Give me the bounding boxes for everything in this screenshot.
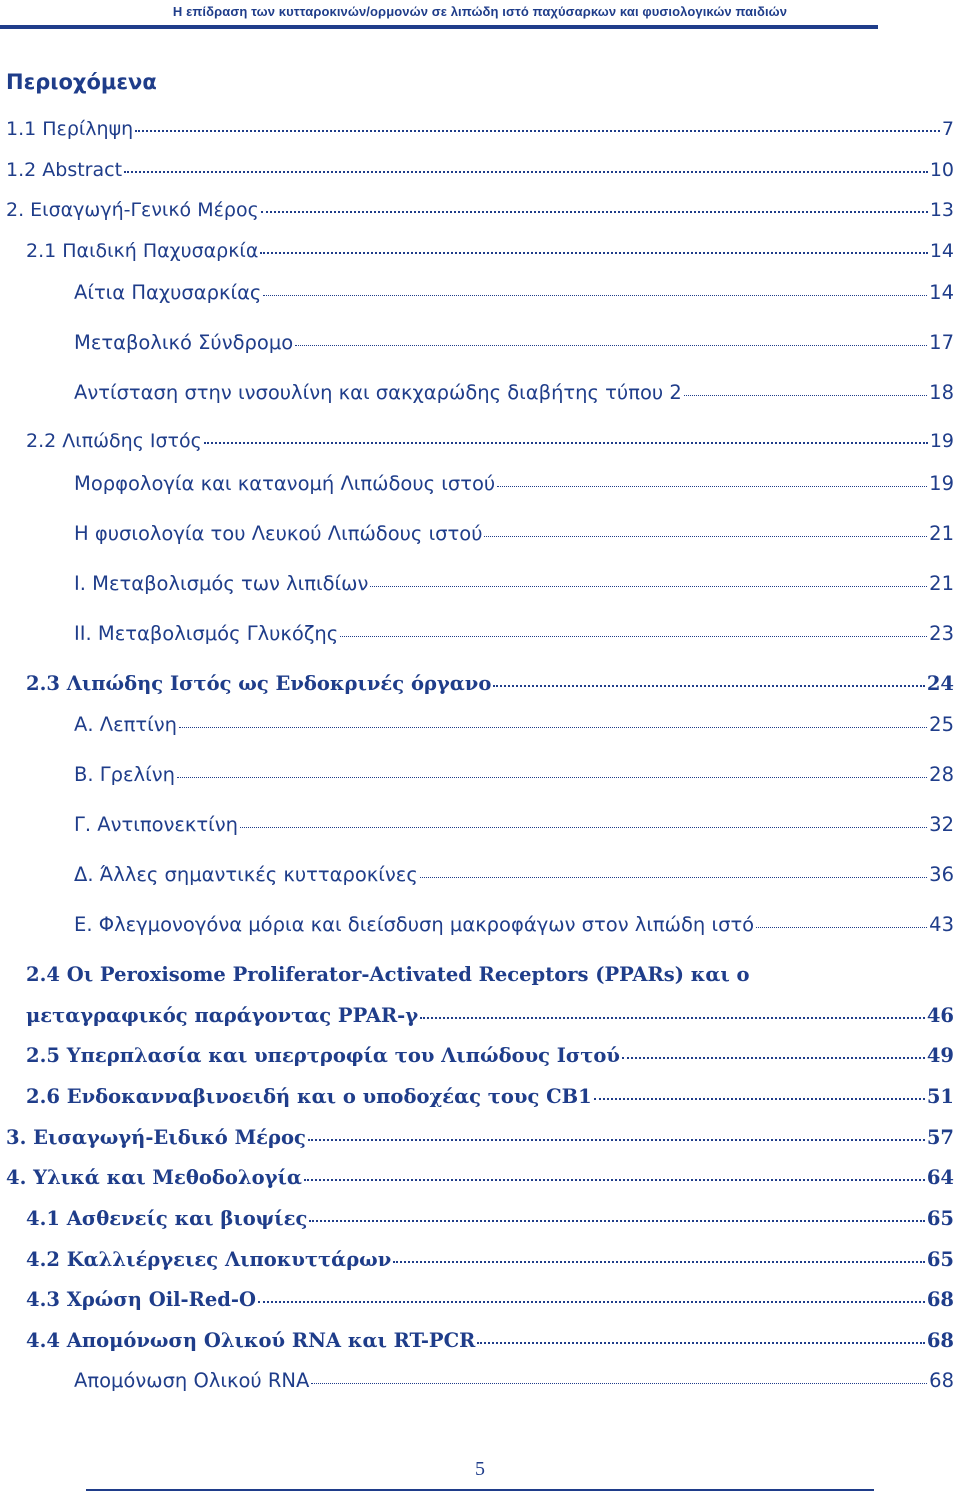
dot-leader	[263, 295, 927, 296]
toc-entry-page: 23	[929, 622, 954, 645]
toc-entry-page: 57	[926, 1126, 954, 1149]
header-rule	[0, 25, 878, 29]
toc-entry-label: Αντίσταση στην ινσουλίνη και σακχαρώδης διαβήτης τύπου 2	[74, 381, 682, 404]
dot-leader	[204, 442, 928, 444]
toc-entry-label: Αίτια Παχυσαρκίας	[74, 281, 262, 304]
toc-entry[interactable]	[74, 713, 954, 745]
toc-entry[interactable]	[26, 1207, 954, 1239]
dot-leader	[370, 586, 927, 587]
toc-entry-page: 46	[926, 1004, 954, 1027]
toc-entry[interactable]	[26, 1044, 954, 1076]
toc-entry[interactable]	[26, 1329, 954, 1361]
toc-entry-page: 19	[929, 472, 954, 495]
toc-entry-label: Η φυσιολογία του Λευκού Λιπώδους ιστού	[74, 522, 483, 545]
toc-entry-label: 1.2 Abstract	[6, 159, 123, 181]
toc-entry-page: 65	[926, 1248, 954, 1271]
toc-entry-label: μεταγραφικός παράγοντας PPAR-γ	[26, 1004, 419, 1027]
toc-entry-label: 2.1 Παιδική Παχυσαρκία	[26, 240, 259, 262]
toc-entry-page: 68	[926, 1288, 954, 1311]
dot-leader	[622, 1057, 925, 1059]
dot-leader	[261, 211, 928, 213]
toc-entry-page: 25	[929, 713, 954, 736]
toc-entry[interactable]	[74, 763, 954, 795]
dot-leader	[493, 685, 925, 687]
dot-leader	[420, 877, 927, 878]
toc-entry-page: 17	[929, 331, 954, 354]
toc-entry-label: Δ. Άλλες σημαντικές κυτταροκίνες	[74, 863, 418, 886]
dot-leader	[594, 1098, 925, 1100]
toc-entry-label: 4. Υλικά και Μεθοδολογία	[6, 1166, 302, 1189]
toc-entry-label: 2.2 Λιπώδης Ιστός	[26, 430, 202, 452]
toc-entry-label: 4.4 Απομόνωση Ολικού RNA και RT-PCR	[26, 1329, 476, 1352]
dot-leader	[177, 777, 927, 778]
dot-leader	[477, 1342, 925, 1344]
toc-entry-label: Απομόνωση Ολικού RNA	[74, 1369, 310, 1392]
toc-entry-page: 21	[929, 522, 954, 545]
toc-entry-label: 3. Εισαγωγή-Ειδικό Μέρος	[6, 1126, 306, 1149]
dot-leader	[311, 1383, 927, 1384]
dot-leader	[756, 927, 927, 928]
toc-entry[interactable]	[74, 863, 954, 895]
dot-leader	[420, 1017, 925, 1019]
dot-leader	[124, 171, 928, 173]
toc-entry[interactable]	[74, 913, 954, 945]
toc-entry-label-line1: 2.4 Οι Peroxisome Proliferator-Activated Receptors (PPARs) και ο	[26, 963, 750, 986]
toc-entry[interactable]	[6, 159, 954, 191]
toc-entry-page: 19	[929, 430, 954, 452]
toc-entry-label: ΙΙ. Μεταβολισμός Γλυκόζης	[74, 622, 339, 645]
toc-entry[interactable]	[26, 1004, 954, 1036]
toc-entry-label: 2.3 Λιπώδης Ιστός ως Ενδοκρινές όργανο	[26, 672, 492, 695]
toc-entry[interactable]	[26, 1288, 954, 1320]
dot-leader	[308, 1139, 925, 1141]
toc-entry[interactable]	[26, 430, 954, 462]
running-header: Η επίδραση των κυτταροκινών/ορμονών σε λιπώδη ιστό παχύσαρκων και φυσιολογικών παιδιών	[172, 4, 788, 19]
toc-entry[interactable]	[26, 240, 954, 272]
dot-leader	[260, 252, 927, 254]
toc-entry[interactable]	[74, 622, 954, 654]
dot-leader	[240, 827, 927, 828]
toc-entry[interactable]	[26, 672, 954, 704]
dot-leader	[179, 727, 927, 728]
toc-entry-page: 24	[926, 672, 954, 695]
dot-leader	[684, 395, 927, 396]
toc-entry[interactable]	[74, 281, 954, 313]
toc-entry-page: 18	[929, 381, 954, 404]
toc-entry-page: 14	[929, 240, 954, 262]
toc-entry-label: 2.6 Ενδοκανναβινοειδή και ο υποδοχέας τους CB1	[26, 1085, 592, 1108]
toc-entry-page: 49	[926, 1044, 954, 1067]
toc-entry[interactable]	[26, 1085, 954, 1117]
footer-rule	[86, 1489, 874, 1491]
toc-entry[interactable]	[6, 1166, 954, 1198]
toc-entry[interactable]	[74, 522, 954, 554]
dot-leader	[309, 1220, 925, 1222]
toc-entry-label: 2. Εισαγωγή-Γενικό Μέρος	[6, 199, 259, 221]
toc-entry-page: 51	[926, 1085, 954, 1108]
toc-entry-label: Ι. Μεταβολισμός των λιπιδίων	[74, 572, 369, 595]
dot-leader	[393, 1261, 925, 1263]
dot-leader	[340, 636, 927, 637]
toc-entry-label: Μορφολογία και κατανομή Λιπώδους ιστού	[74, 472, 496, 495]
dot-leader	[135, 130, 940, 132]
toc-entry-label: 1.1 Περίληψη	[6, 118, 134, 140]
toc-entry-page: 28	[929, 763, 954, 786]
toc-entry-label: 4.2 Καλλιέργειες Λιποκυττάρων	[26, 1248, 392, 1271]
dot-leader	[497, 486, 927, 487]
dot-leader	[258, 1301, 925, 1303]
toc-entry-page: 14	[929, 281, 954, 304]
toc-entry[interactable]	[6, 1126, 954, 1158]
toc-entry-page: 36	[929, 863, 954, 886]
toc-entry-page: 32	[929, 813, 954, 836]
dot-leader	[295, 345, 927, 346]
toc-entry[interactable]	[6, 199, 954, 231]
toc-entry-label: 2.5 Υπερπλασία και υπερτροφία του Λιπώδους Ιστού	[26, 1044, 620, 1067]
toc-entry[interactable]	[74, 472, 954, 504]
toc-entry-label: Μεταβολικό Σύνδρομο	[74, 331, 294, 354]
toc-entry[interactable]	[74, 813, 954, 845]
toc-entry[interactable]	[26, 1248, 954, 1280]
dot-leader	[304, 1179, 925, 1181]
toc-entry[interactable]	[6, 118, 954, 150]
toc-entry-label: Β. Γρελίνη	[74, 763, 175, 786]
toc-entry-page: 68	[926, 1329, 954, 1352]
toc-entry-page: 7	[941, 118, 954, 140]
toc-entry-label: Ε. Φλεγμονογόνα μόρια και διείσδυση μακροφάγων στον λιπώδη ιστό	[74, 913, 755, 936]
toc-entry[interactable]	[74, 1369, 954, 1401]
toc-entry-page: 21	[929, 572, 954, 595]
toc-entry-page: 43	[929, 913, 954, 936]
toc-title: Περιοχόμενα	[6, 70, 157, 94]
toc-entry-label: Γ. Αντιπονεκτίνη	[74, 813, 239, 836]
toc-entry-page: 13	[929, 199, 954, 221]
toc-entry-label: 4.3 Χρώση Oil-Red-O	[26, 1288, 256, 1311]
toc-entry[interactable]	[74, 572, 954, 604]
toc-entry-label: 4.1 Ασθενείς και βιοψίες	[26, 1207, 308, 1230]
toc-entry-page: 64	[926, 1166, 954, 1189]
toc-entry[interactable]	[74, 381, 954, 413]
toc-entry-label: Α. Λεπτίνη	[74, 713, 177, 736]
toc-entry[interactable]	[74, 331, 954, 363]
toc-entry-page: 68	[929, 1369, 954, 1392]
dot-leader	[484, 536, 927, 537]
toc-entry-page: 65	[926, 1207, 954, 1230]
toc-entry-page: 10	[929, 159, 954, 181]
page-number: 5	[475, 1458, 485, 1480]
